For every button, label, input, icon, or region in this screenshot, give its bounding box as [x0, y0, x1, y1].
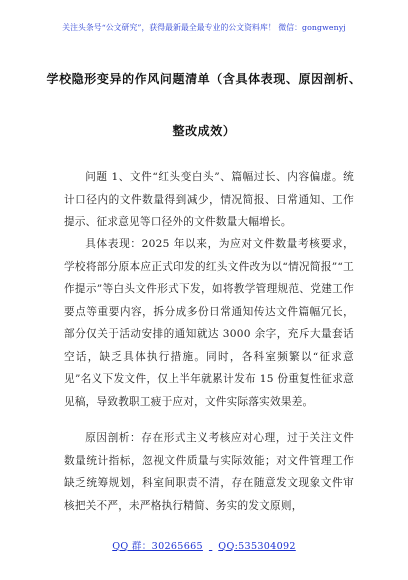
document-paragraph-3 [64, 427, 354, 517]
document-title-line-1: 学校隐形变异的作风问题清单（含具体表现、原因剖析、 [46, 72, 362, 86]
document-paragraph-2 [64, 233, 354, 413]
header-banner: 关注头条号“公文研究”，获得最新最全最专业的公文资料库！ 微信：gongwenyj [62, 23, 346, 32]
document-paragraph-1 [64, 166, 354, 234]
footer-contact [0, 538, 408, 552]
paragraph-text: 原因剖析：存在形式主义考核应对心理，过于关注文件数量统计指标，忽视文件质量与实际效能；对文件管理工作缺乏统筹规划，科室间职责不清，存在随意发文现象文件审核把关不严，未严格执行精简、务实的发文原则， [64, 432, 354, 512]
paragraph-text: 问题 1、文件“红头变白头”、篇幅过长、内容偏虚。统计口径内的文件数量得到减少，情况简报、日常通知、工作提示、征求意见等口径外的文件数量大幅增长。 [64, 171, 354, 228]
document-title-line-2: 整改成效） [172, 124, 236, 138]
qq-group-link[interactable]: QQ 群：30265665 [112, 541, 203, 552]
paragraph-text: 具体表现：2025 年以来，为应对文件数量考核要求，学校将部分原本应正式印发的红头文件改为以“情况简报”“工作提示”等白头文件形式下发，如将教学管理规范、党建工作要点等重要内容，拆分成多份日常通知传达文件篇幅冗长，部分仅关于活动安排的通知就达 3000 余字，充斥大量套话空话，缺乏具体执行措施。同时，各科室频繁以“征求意见”名义下发文件，仅上半年就累计发布 15 份重复性征求意见稿，导致教职工疲于应对，文件实际落实效果差。 [64, 238, 354, 408]
qq-contact-link[interactable]: QQ:535304092 [218, 541, 296, 552]
